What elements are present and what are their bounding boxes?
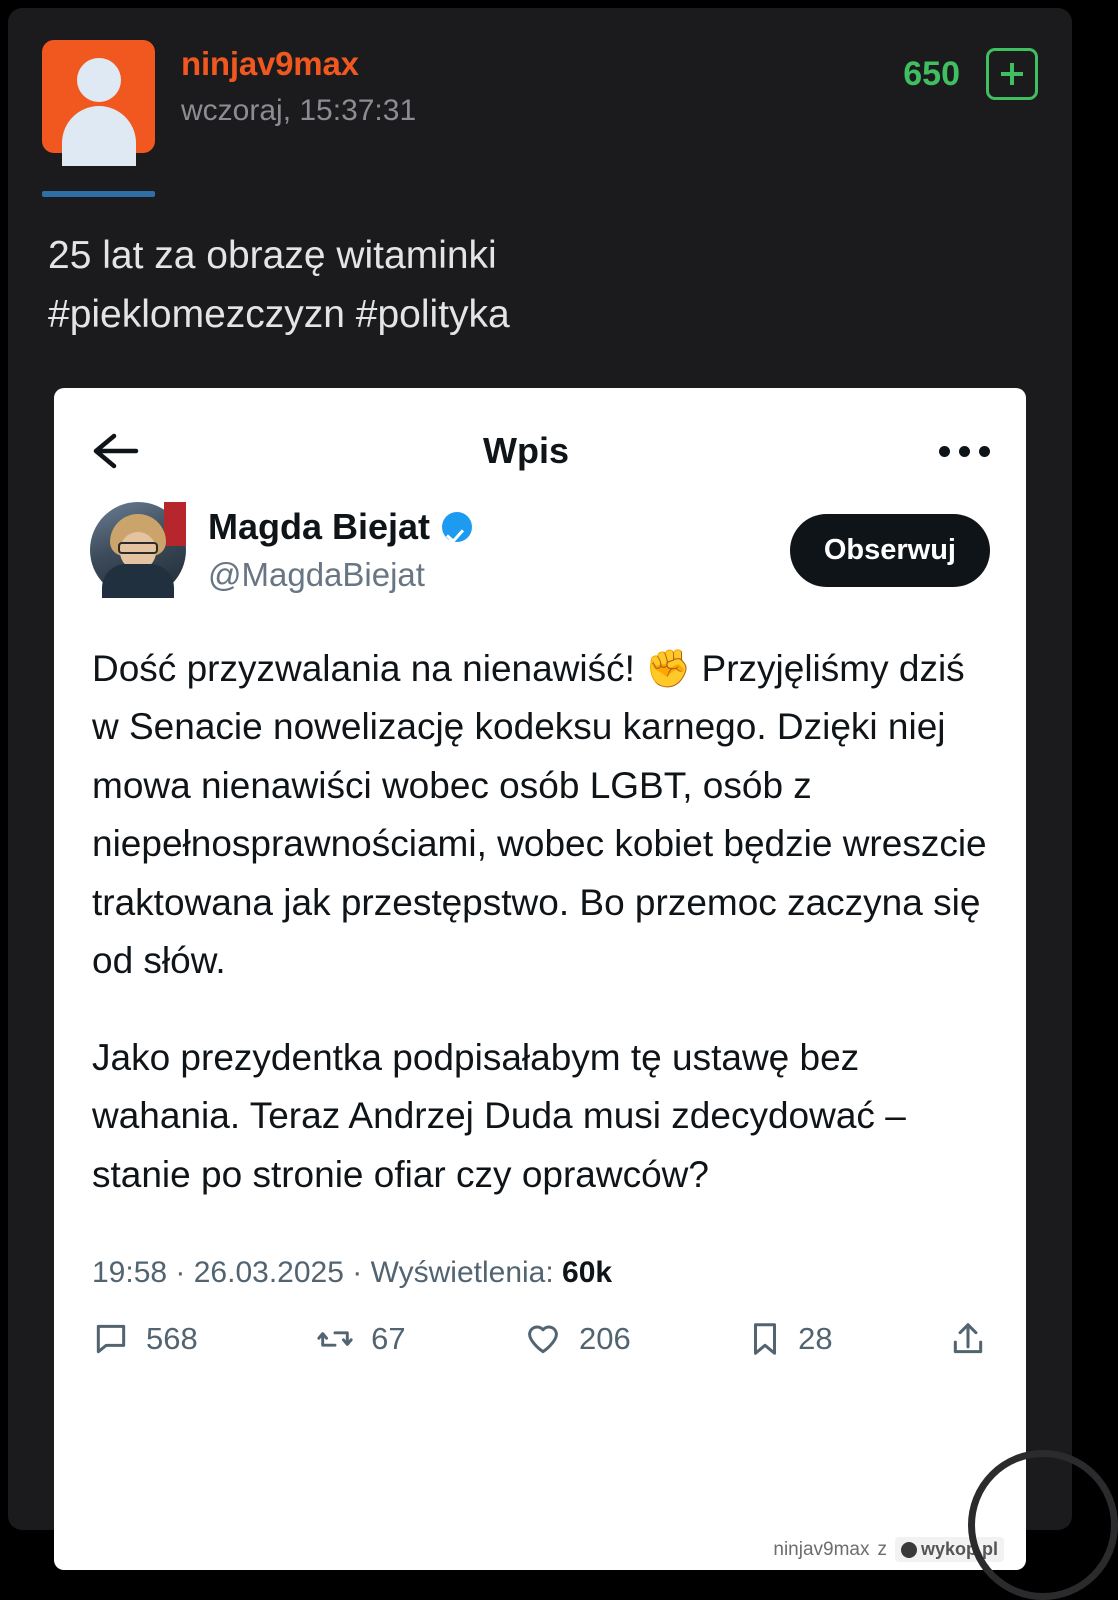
tweet-paragraph-2: Jako prezydentka podpisałabym tę ustawę bez wahania. Teraz Andrzej Duda musi zdecydować – stanie po stronie ofiar czy oprawców?	[92, 1036, 906, 1195]
tweet-topbar	[54, 388, 1026, 480]
bookmark-icon	[748, 1320, 782, 1358]
follow-button[interactable]: Obserwuj	[790, 514, 990, 587]
watermark-user: ninjav9max	[773, 1538, 870, 1560]
wykop-mark-icon	[901, 1542, 917, 1558]
reply-count: 568	[146, 1321, 198, 1357]
vote-area	[903, 40, 1038, 100]
watermark-site: wykop.pl	[920, 1539, 998, 1559]
avatar-head-shape	[77, 58, 121, 102]
meta-separator-2: ·	[343, 1256, 371, 1290]
watermark-separator: z	[877, 1538, 887, 1560]
share-icon	[950, 1320, 986, 1358]
tweet-time: 19:58	[92, 1256, 168, 1290]
tweet-author-avatar[interactable]	[90, 502, 186, 598]
views-value: 60k	[562, 1256, 613, 1290]
avatar-underline	[42, 191, 155, 197]
post-body-line-2[interactable]: #pieklomezczyzn #polityka	[48, 292, 510, 336]
upvote-plus-button[interactable]	[986, 48, 1038, 100]
reply-action[interactable]	[92, 1320, 198, 1358]
retweet-icon	[315, 1320, 355, 1358]
heart-icon	[523, 1320, 563, 1358]
post-header	[8, 8, 1072, 197]
embedded-tweet-screenshot[interactable]	[54, 388, 1026, 1570]
arrow-left-icon[interactable]	[90, 431, 142, 471]
retweet-count: 67	[371, 1321, 406, 1357]
share-action[interactable]	[950, 1320, 986, 1358]
more-horizontal-icon[interactable]	[930, 446, 990, 457]
tweet-author-name[interactable]: Magda Biejat	[208, 506, 431, 547]
avatar[interactable]	[42, 40, 155, 153]
post-timestamp: wczoraj, 15:37:31	[181, 94, 417, 128]
views-label: Wyświetlenia:	[370, 1256, 563, 1290]
wykop-post-card	[8, 8, 1072, 1560]
post-body-line-1: 25 lat za obrazę witaminki	[48, 234, 497, 277]
decorative-corner-arc	[968, 1450, 1118, 1600]
meta-separator-1: ·	[167, 1256, 194, 1290]
tweet-meta	[54, 1204, 1026, 1290]
tweet-text	[54, 598, 1026, 1204]
vote-count: 650	[903, 54, 960, 93]
tweet-author-names	[208, 506, 790, 594]
bookmark-count: 28	[798, 1321, 833, 1357]
avatar-background-accent	[164, 502, 186, 546]
author-block	[181, 40, 903, 127]
tweet-author-handle[interactable]: @MagdaBiejat	[208, 556, 425, 593]
avatar-body-shape	[62, 106, 136, 166]
avatar-column	[42, 40, 155, 197]
retweet-action[interactable]	[315, 1320, 405, 1358]
like-count: 206	[579, 1321, 631, 1357]
tweet-date: 26.03.2025	[193, 1256, 344, 1290]
tweet-page-title: Wpis	[483, 430, 569, 471]
glasses-icon	[118, 542, 158, 554]
post-author-link[interactable]: ninjav9max	[181, 45, 359, 82]
tweet-actions-bar	[54, 1290, 1026, 1358]
verified-badge-icon	[442, 512, 472, 542]
post-body	[8, 197, 1072, 344]
comment-icon	[92, 1320, 130, 1358]
like-action[interactable]	[523, 1320, 631, 1358]
bookmark-action[interactable]	[748, 1320, 832, 1358]
tweet-paragraph-1: Dość przyzwalania na nienawiść! ✊ Przyjęliśmy dziś w Senacie nowelizację kodeksu karnego. Dzięki niej mowa nienawiści wobec osób LGBT, osób z niepełnosprawnościami, wobec kobiet będzie wreszcie traktowana jak przestępstwo. Bo przemoc zaczyna się od słów.	[92, 648, 987, 982]
tweet-author-row	[54, 480, 1026, 598]
avatar-torso-shape	[102, 564, 174, 598]
